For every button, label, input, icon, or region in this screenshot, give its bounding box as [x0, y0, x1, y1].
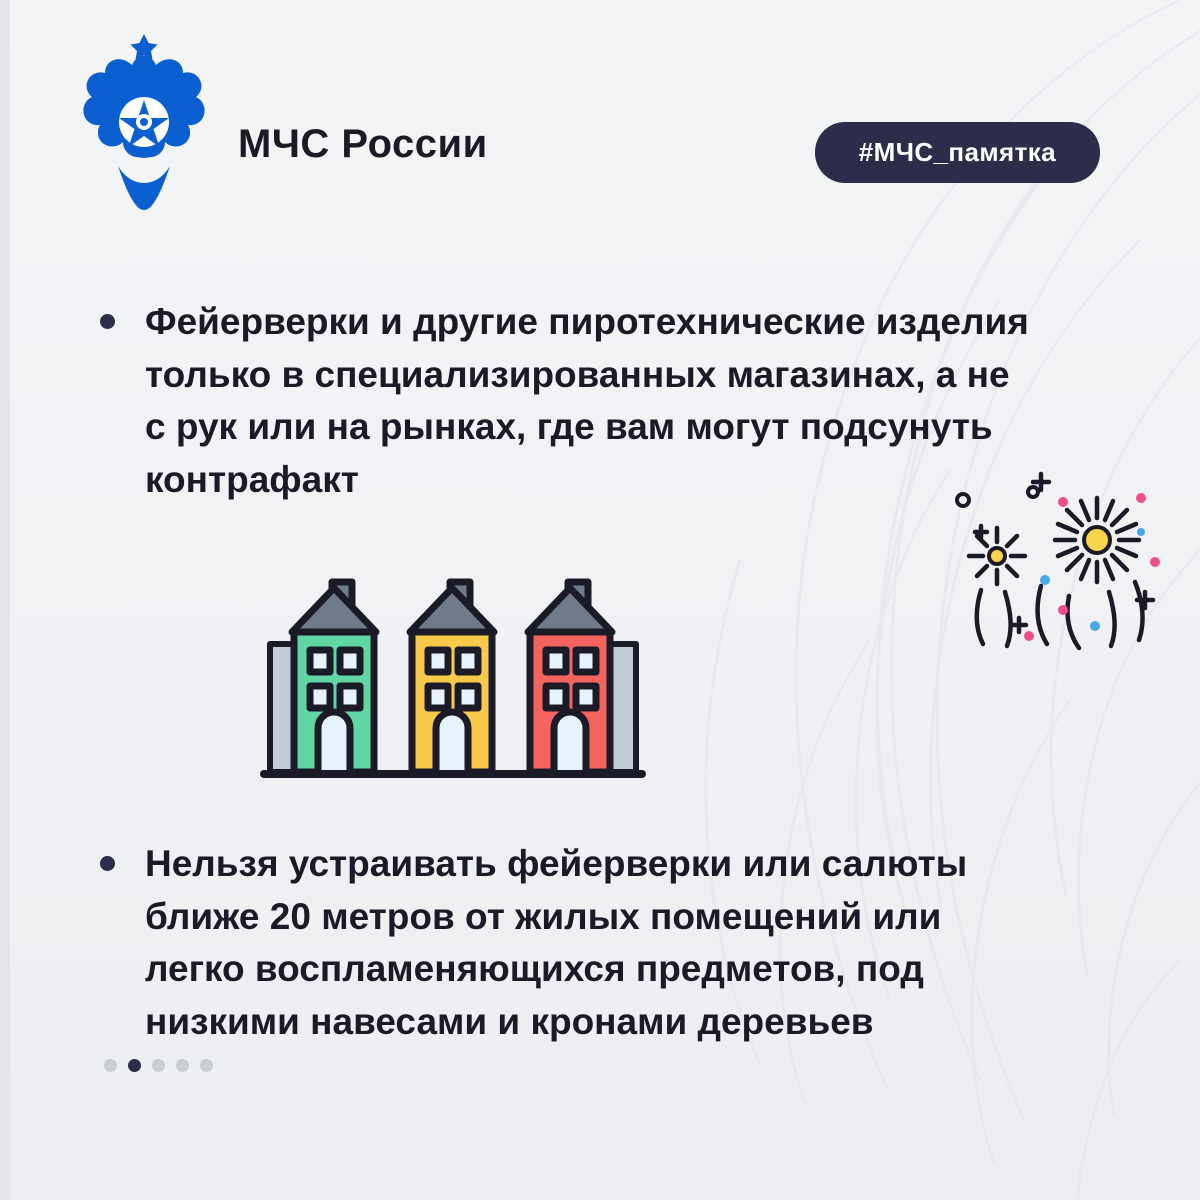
hashtag-badge[interactable]: #МЧС_памятка [815, 122, 1100, 183]
pager-dot-1[interactable] [104, 1059, 117, 1072]
row-of-houses-icon [258, 560, 648, 800]
bullet-dot-icon [100, 856, 115, 871]
pager-dot-4[interactable] [176, 1059, 189, 1072]
bullet-dot-icon [100, 314, 115, 329]
bullet-item-1 [100, 296, 1035, 506]
bullet-text-2: Нельзя устраивать фейерверки или салюты ближе 20 метров от жилых помещений или легко воспламеняющихся предметов, под низкими навесами и кронами деревьев [145, 843, 968, 1042]
brand-title: МЧС России [238, 122, 488, 166]
poster-header [0, 0, 1200, 230]
fireworks-icon [945, 440, 1185, 680]
pager-dot-2[interactable] [128, 1059, 141, 1072]
bullet-text-1: Фейерверки и другие пиротехнические изделия только в специализированных магазинах, а не с рук или на рынках, где вам могут подсунуть контрафакт [145, 301, 1029, 500]
pager-dot-3[interactable] [152, 1059, 165, 1072]
pagination-dots[interactable] [104, 1059, 213, 1072]
bullet-item-2 [100, 838, 1025, 1048]
pager-dot-5[interactable] [200, 1059, 213, 1072]
mchs-emblem-icon [78, 34, 210, 210]
